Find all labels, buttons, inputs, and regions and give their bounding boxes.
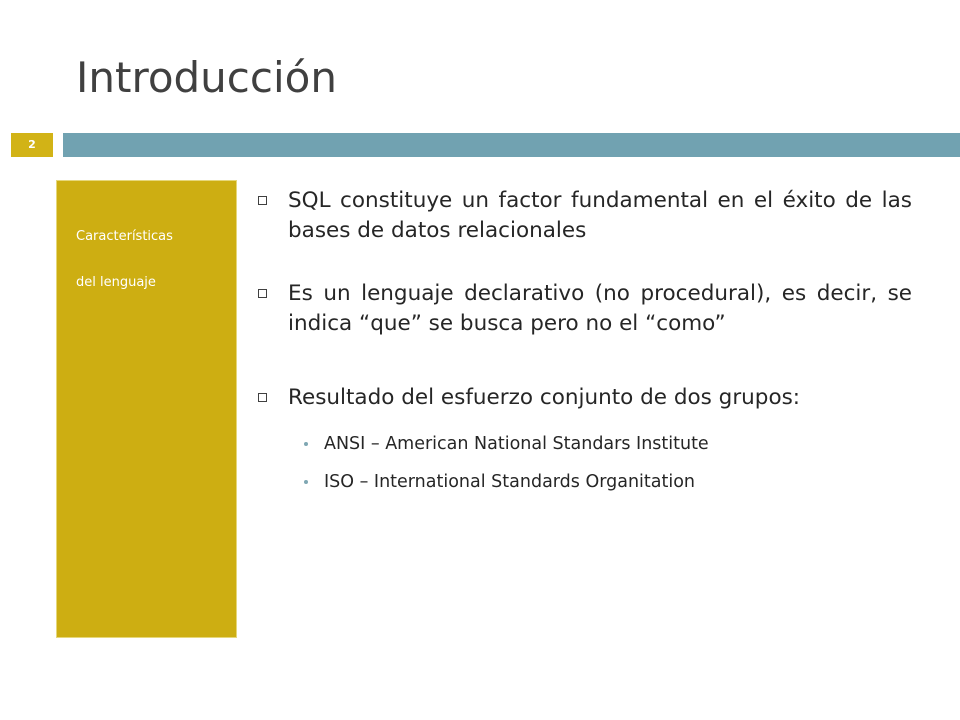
bullet-text: Es un lenguaje declarativo (no procedural), es decir, se indica “que” se busca pero no el “como” [288,281,912,336]
dot-bullet-icon [304,480,308,484]
square-bullet-icon [258,393,267,402]
sub-bullet-list [258,425,912,501]
sub-bullet-text: ISO – International Standards Organitation [324,472,696,492]
sidebar-label-line-1: Características [76,229,173,244]
bullet-text: Resultado del esfuerzo conjunto de dos grupos: [288,385,801,410]
bullet-text: SQL constituye un factor fundamental en el éxito de las bases de datos relacionales [288,188,912,243]
bullet-item [258,383,912,413]
bullet-item [258,279,912,339]
sub-bullet-item [304,425,912,463]
slide-title: Introducción [76,53,337,102]
content-body [258,186,912,501]
square-bullet-icon [258,196,267,205]
page-number: 2 [11,133,53,157]
sidebar-panel [56,180,237,638]
square-bullet-icon [258,289,267,298]
sidebar-label-line-2: del lenguaje [76,275,156,290]
title-rule [63,133,960,157]
dot-bullet-icon [304,442,308,446]
bullet-item [258,186,912,246]
sub-bullet-text: ANSI – American National Standars Institute [324,434,709,454]
sub-bullet-item [304,463,912,501]
sidebar-label [76,214,236,306]
